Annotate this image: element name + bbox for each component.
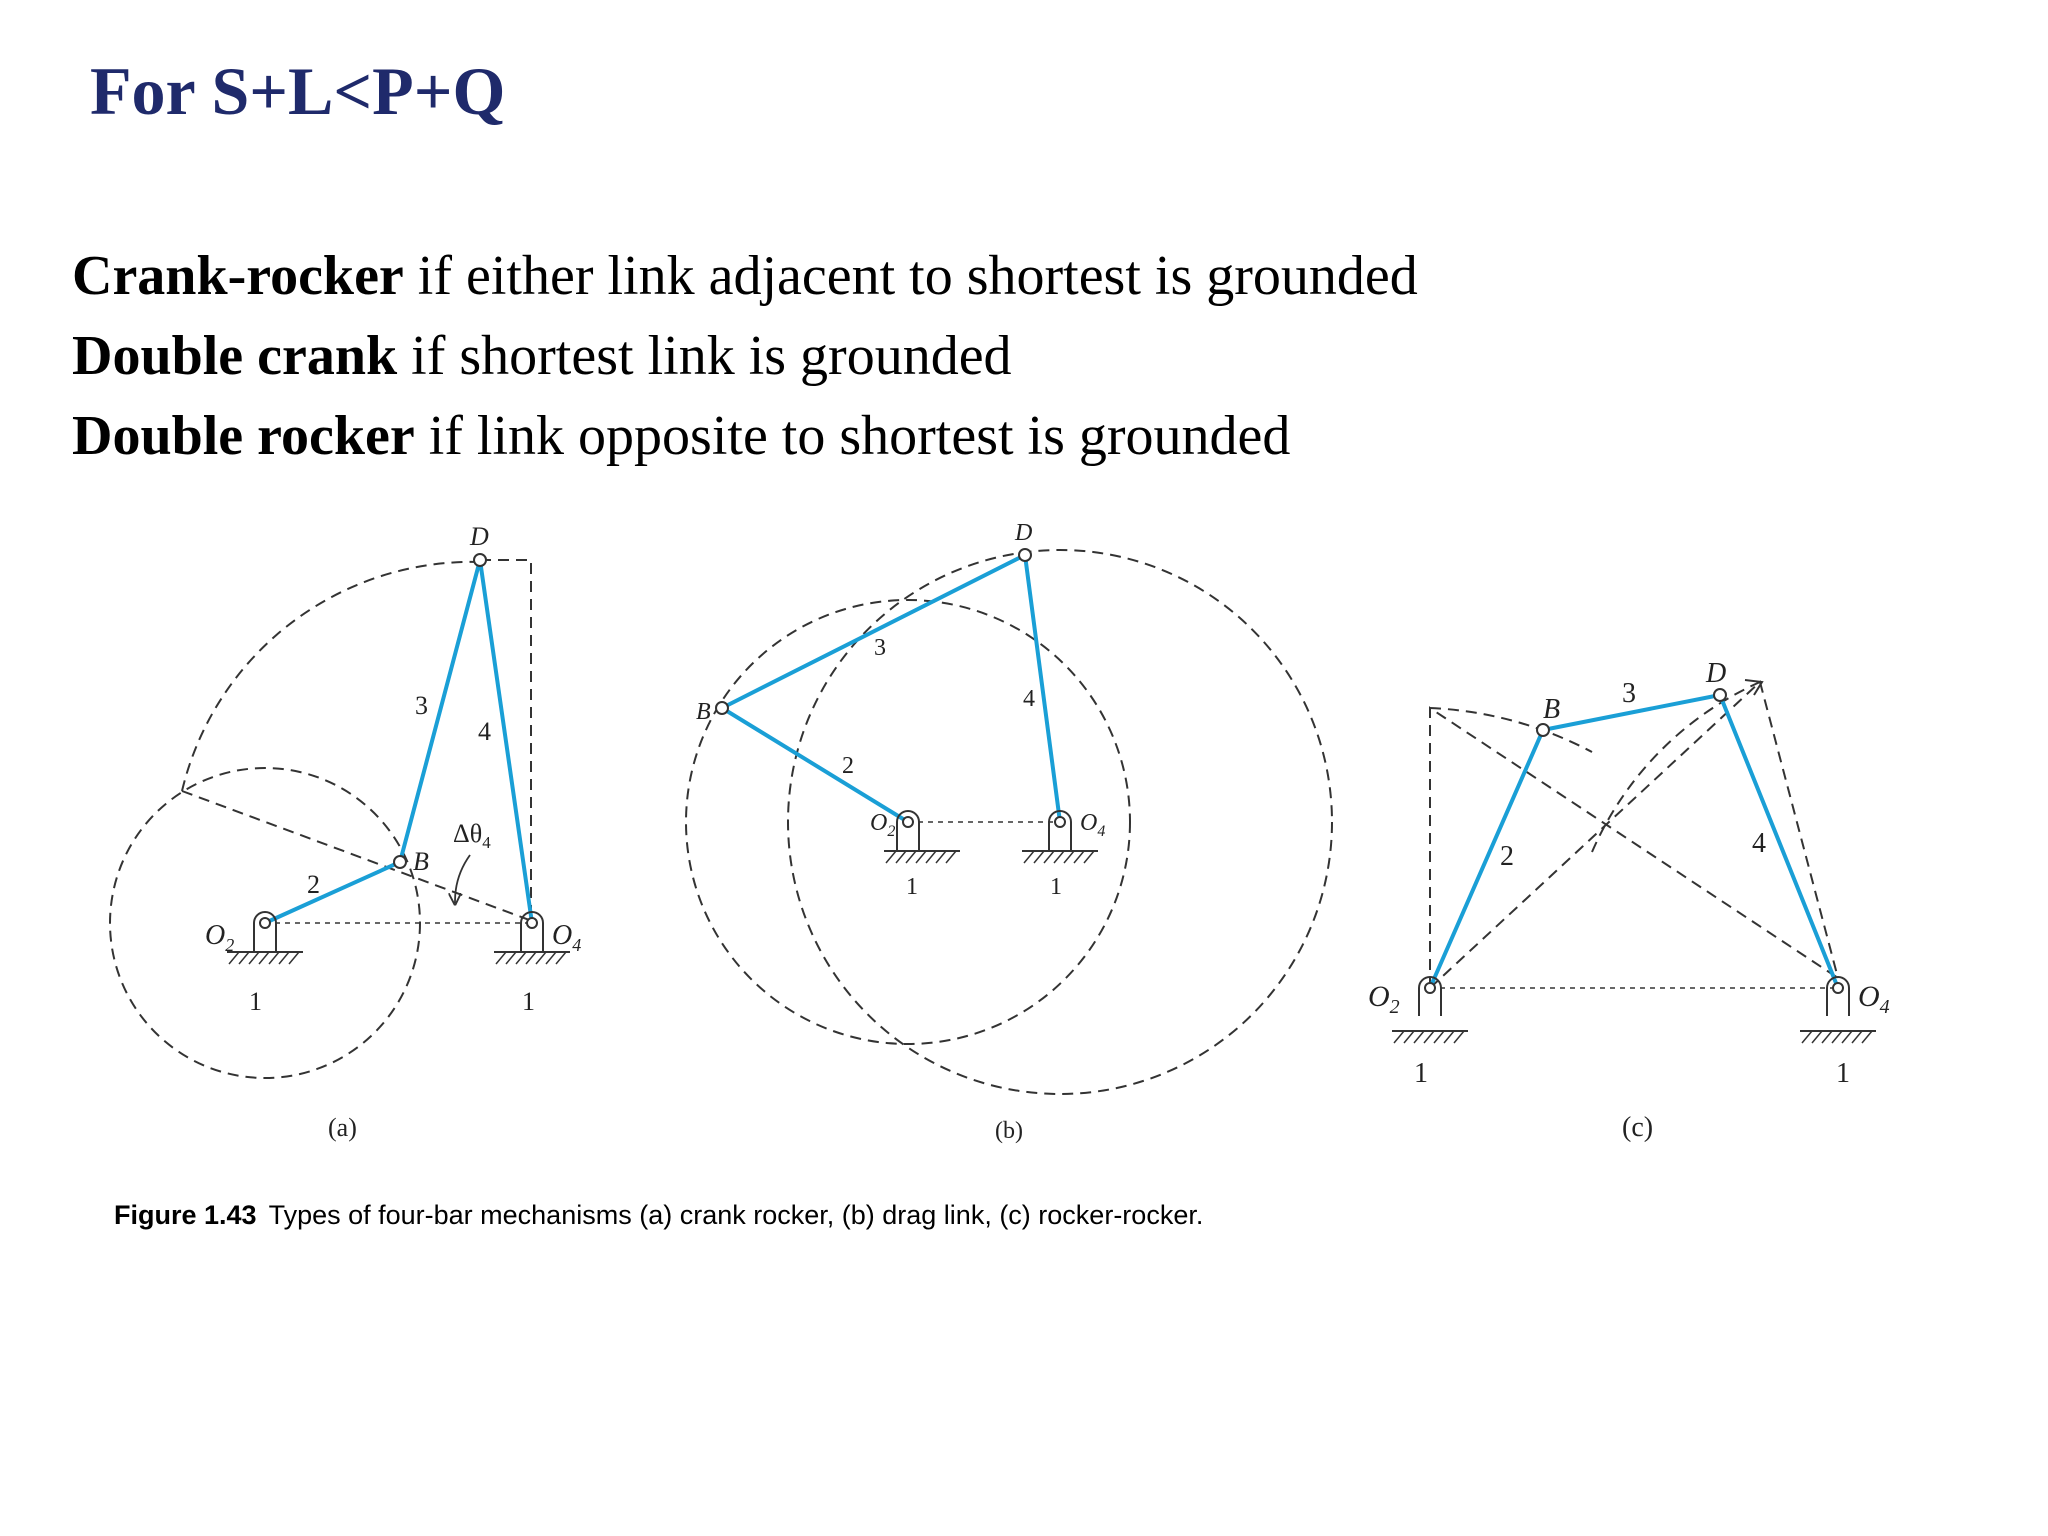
caption-label: Figure 1.43 [114,1200,257,1230]
o4-sub: 4 [572,935,582,955]
ground-symbol [1800,1031,1876,1043]
label-d: D [1706,658,1727,689]
rule-term: Double crank [72,325,398,387]
o2-letter: O [205,920,226,951]
o4-sub: 4 [1879,996,1890,1018]
label-o4 [1080,810,1105,840]
label-link-2: 2 [1500,841,1514,872]
o4-letter: O [552,920,573,951]
label-ground-1: 1 [1836,1058,1850,1089]
ground-symbol [884,851,960,863]
label-link-4: 4 [1023,686,1035,712]
joint-b [716,702,728,714]
label-o2 [205,920,234,955]
label-link-3: 3 [1622,678,1636,709]
label-ground-1: 1 [1050,874,1062,900]
panel-label-b: (b) [995,1118,1023,1144]
panel-b-drag-link [686,520,1332,1144]
link-2 [1430,730,1543,988]
ground-symbol [1022,851,1098,863]
delta-theta: Δθ [453,819,483,848]
label-o2 [1368,980,1400,1018]
delta-theta-sub: 4 [482,833,491,852]
extreme-position-line [182,791,532,921]
label-ground-1: 1 [249,987,262,1016]
slide-title: For S+L<P+Q [90,53,506,129]
rule-text: if either link adjacent to shortest is grounded [403,245,1418,307]
o2-letter: O [870,810,888,836]
o2-sub: 2 [887,823,896,840]
panel-c-rocker-rocker [1368,658,1890,1143]
label-link-4: 4 [478,717,491,746]
label-o4 [1858,980,1890,1018]
pivot-o2 [1419,977,1441,1016]
panel-label-c: (c) [1622,1112,1654,1143]
ground-symbol [494,952,570,964]
label-link-4: 4 [1752,828,1766,859]
coupler-arc [182,562,480,791]
label-b: B [696,699,711,725]
o2-sub: 2 [1389,996,1400,1018]
o4-letter: O [1080,810,1098,836]
d-arc [1592,682,1760,852]
label-d: D [1015,520,1033,546]
links [722,555,1060,822]
figure-caption [114,1200,1203,1231]
label-ground-1: 1 [522,987,535,1016]
o4-letter: O [1858,980,1880,1013]
label-link-3: 3 [874,635,886,661]
link-2 [722,708,908,822]
ground-symbol [227,952,303,964]
caption-text: Types of four-bar mechanisms (a) crank rocker, (b) drag link, (c) rocker-rocker. [268,1200,1204,1230]
panel-label-a: (a) [328,1113,357,1142]
pivot-o4 [1049,811,1071,850]
joint-d [474,554,486,566]
link-4 [1720,695,1838,988]
rule-text: if shortest link is grounded [397,325,1012,387]
link-3 [722,555,1025,708]
delta-theta-arc [455,855,470,903]
panel-a-crank-rocker [110,522,581,1142]
label-ground-1: 1 [1414,1058,1428,1089]
o2-sub: 2 [225,935,235,955]
rule-term: Crank-rocker [72,245,404,307]
label-link-2: 2 [307,870,320,899]
b-arc [1430,708,1592,752]
label-b: B [1543,694,1561,725]
label-ground-1: 1 [906,874,918,900]
pivot-o4 [1827,977,1849,1016]
label-o4 [552,920,581,955]
joint-d [1714,689,1726,701]
rule-term: Double rocker [72,405,415,467]
joint-d [1019,549,1031,561]
label-o2 [870,810,895,840]
label-delta-theta [453,819,491,852]
joint-b [1537,724,1549,736]
joint-b [394,856,406,868]
label-d: D [470,522,489,551]
o2-letter: O [1368,980,1390,1013]
link-3 [400,560,483,862]
label-link-3: 3 [415,691,428,720]
ground-symbol [1392,1031,1468,1043]
label-b: B [413,847,429,876]
label-link-2: 2 [842,753,854,779]
rule-text: if link opposite to shortest is grounded [414,405,1291,467]
links [1430,695,1838,988]
o4-sub: 4 [1097,823,1106,840]
link-2 [265,862,400,923]
